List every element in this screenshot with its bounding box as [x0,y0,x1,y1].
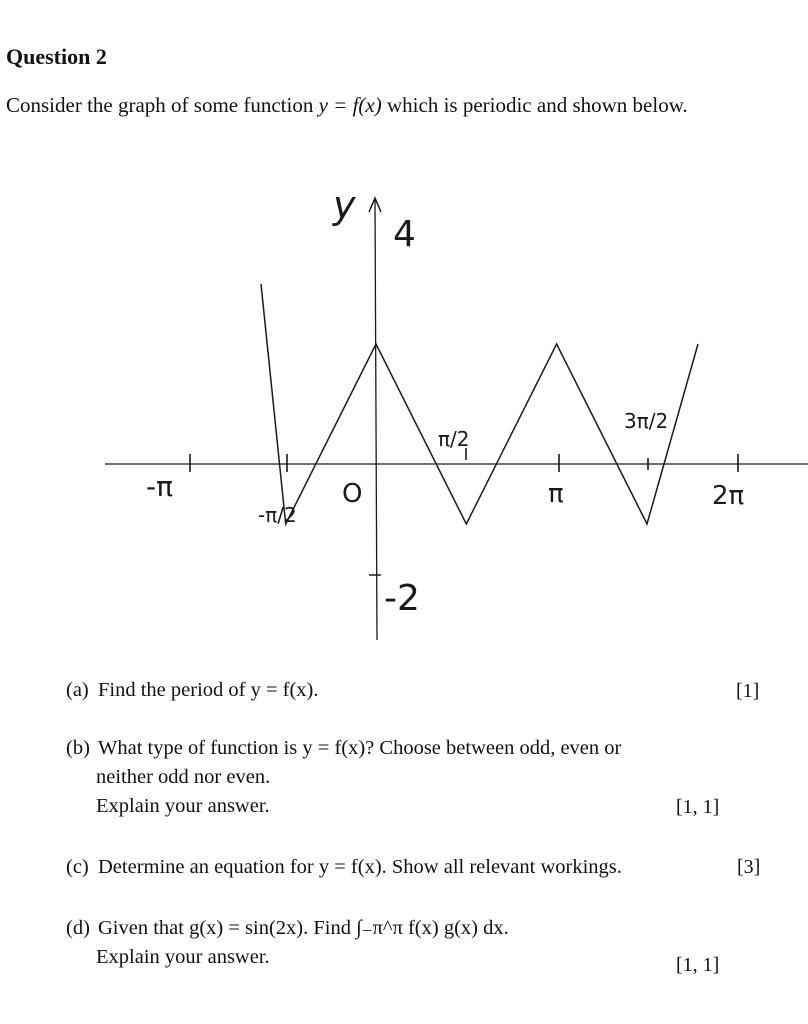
part-b-marks: [1, 1] [676,796,720,818]
question-title: Question 2 [6,44,107,69]
y-axis [375,200,377,640]
part-b [66,734,621,821]
label-three-half-pi: 3π/2 [624,409,669,433]
part-d-line-2: Explain your answer. [96,946,270,968]
y-axis-label: y [333,183,356,227]
part-d-label: (d) [66,917,90,939]
part-b-line-2: neither odd nor even. [96,766,271,788]
part-c-text: Determine an equation for y = f(x). Show all relevant workings. [98,856,622,878]
origin-label: O [342,479,363,509]
part-a [66,676,319,705]
part-c-label: (c) [66,856,89,878]
part-b-line-3: Explain your answer. [96,795,270,817]
intro-equation: y = f(x) [318,93,382,117]
part-c-marks: [3] [737,856,761,878]
y-min-label: -2 [384,578,420,619]
label-half-pi: π/2 [438,427,470,451]
y-max-label: 4 [393,214,416,255]
label-two-pi: 2π [712,481,745,511]
intro-text-2: which is periodic and shown below. [387,93,688,117]
intro-text-1: Consider the graph of some function [6,93,314,117]
part-b-label: (b) [66,737,90,759]
part-d-marks: [1, 1] [676,954,720,976]
part-a-label: (a) [66,679,89,701]
part-a-text: Find the period of y = f(x). [98,679,319,701]
intro-text [6,92,766,119]
x-ticks [190,448,738,472]
label-neg-half-pi: -π/2 [258,503,297,527]
label-neg-pi: -π [146,470,173,503]
function-curve [261,284,698,524]
label-pi: π [548,479,564,509]
part-d [66,914,509,972]
part-d-line-1: Given that g(x) = sin(2x). Find ∫₋π^π f(x) g(x) dx. [98,917,509,939]
part-c [66,853,806,882]
function-graph [0,160,808,650]
part-b-line-1: What type of function is y = f(x)? Choose between odd, even or [98,737,622,759]
part-a-marks: [1] [736,680,760,702]
